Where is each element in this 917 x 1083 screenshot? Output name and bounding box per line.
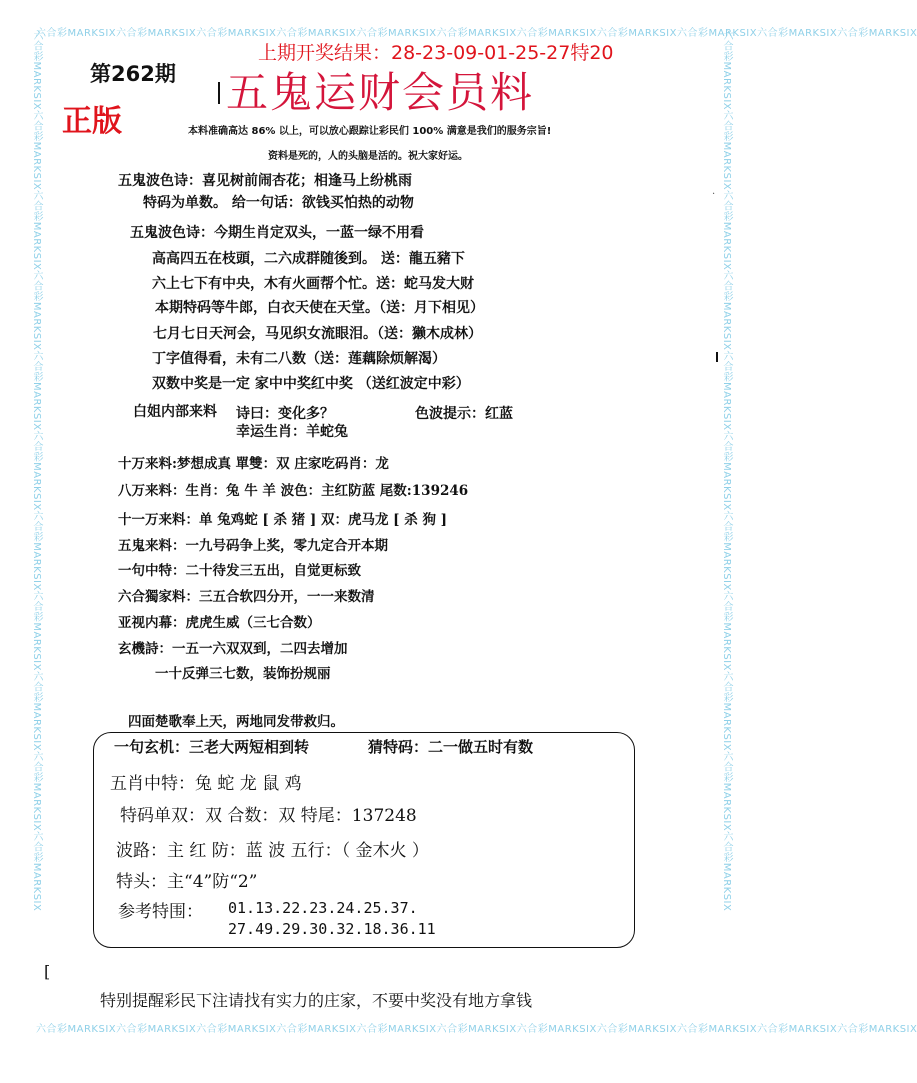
- panel-ref-line2: 27.49.29.30.32.18.36.11: [228, 920, 436, 938]
- footer-notice: 特别提醒彩民下注请找有实力的庄家，不要中奖没有地方拿钱: [100, 991, 533, 1010]
- poem2-line: 双数中奖是一定 家中中奖红中奖 （送红波定中彩）: [152, 376, 470, 392]
- lucky-zodiac: 幸运生肖：羊蛇兔: [236, 424, 348, 440]
- panel-bolu: 波路：主 红 防：蓝 波 五行：（ 金木火 ）: [116, 841, 429, 861]
- page-title: 五鬼运财会员料: [226, 68, 535, 117]
- poem2-line: 七月七日天河会，马见织女流眼泪。（送：獭木成林）: [153, 326, 482, 342]
- panel-ref-label: 参考特围：: [118, 902, 203, 922]
- source-line: 十一万来料：单 兔鸡蛇 [ 杀 猪 ] 双：虎马龙 [ 杀 狗 ]: [118, 512, 448, 528]
- poem2-line: 丁字值得看，未有二八数（送：莲藕除烦解渴）: [152, 351, 446, 367]
- poem1-line1: 五鬼波色诗：喜见树前闹杏花；相逢马上纷桃雨: [118, 173, 412, 189]
- panel-wuxiao: 五肖中特：兔 蛇 龙 鼠 鸡: [110, 774, 302, 794]
- bracket-mark: [: [44, 962, 51, 981]
- panel-guess: 猜特码：二一做五时有数: [368, 738, 534, 756]
- edge-mark: [716, 352, 718, 362]
- source-line: 亚视内幕：虎虎生威（三七合数）: [118, 615, 321, 631]
- internal-poem: 诗曰：变化多？: [236, 406, 334, 422]
- panel-danshuang: 特码单双：双 合数：双 特尾：137248: [120, 806, 417, 826]
- poem2-line: 高高四五在枝頭，二六成群随後到。 送：龍五豬下: [152, 251, 465, 267]
- watermark-left: 六合彩MARKSIX六合彩MARKSIX六合彩MARKSIX六合彩MARKSIX六合彩MARKSIX六合彩MARKSIX六合彩MARKSIX六合彩MARKSIX六合彩MARKSIX六合彩MARKSIX六合彩MARKSIX: [31, 30, 42, 912]
- panel-ref-line1: 01.13.22.23.24.25.37.: [228, 899, 418, 917]
- poem2-line: 六上七下有中央，木有火画帮个忙。送：蛇马发大财: [152, 276, 474, 292]
- intro-accuracy: 本料准确高达 86% 以上，可以放心跟踪让彩民们 100% 满意是我们的服务宗旨!: [188, 126, 552, 137]
- source-line: 八万来料：生肖：兔 牛 羊 波色：主红防蓝 尾数:139246: [118, 483, 469, 499]
- watermark-bottom: 六合彩MARKSIX六合彩MARKSIX六合彩MARKSIX六合彩MARKSIX六合彩MARKSIX六合彩MARKSIX六合彩MARKSIX六合彩MARKSIX六合彩MARKSIX六合彩MARKSIX六合彩MARKSIX: [36, 1024, 917, 1035]
- poem1-line2: 特码为单数。 给一句话：欲钱买怕热的动物: [143, 195, 414, 211]
- panel-tetou: 特头：主“4”防“2”: [116, 872, 258, 892]
- last-draw-result: 上期开奖结果：28-23-09-01-25-27特20: [258, 42, 614, 64]
- issue-number: 第262期: [90, 62, 176, 86]
- watermark-top: 六合彩MARKSIX六合彩MARKSIX六合彩MARKSIX六合彩MARKSIX六合彩MARKSIX六合彩MARKSIX六合彩MARKSIX六合彩MARKSIX六合彩MARKSIX六合彩MARKSIX六合彩MARKSIX: [36, 28, 917, 39]
- source-line: 玄機詩：一五一六双双到，二四去增加: [118, 641, 348, 657]
- intro-motto: 资料是死的，人的头脑是活的。祝大家好运。: [268, 151, 468, 162]
- panel-xuanji: 一句玄机：三老大两短相到转: [114, 738, 310, 756]
- source-line: 五鬼来料：一九号码争上奖，零九定合开本期: [118, 538, 388, 554]
- internal-source-label: 白姐内部来料: [133, 404, 217, 420]
- source-line: 一十反弹三七数，装饰扮规丽: [155, 666, 331, 682]
- saying: 四面楚歌奉上天，两地同发带救归。: [128, 714, 344, 730]
- source-line: 六合獨家料：三五合软四分开，一一来数清: [118, 589, 375, 605]
- poem2-title: 五鬼波色诗：今期生肖定双头，一蓝一绿不用看: [130, 225, 424, 241]
- title-divider: [218, 82, 220, 104]
- poem2-line: 本期特码等牛郎，白衣天使在天堂。（送：月下相见）: [155, 300, 484, 316]
- genuine-label: 正版: [62, 104, 122, 139]
- source-line: 十万来料:梦想成真 單雙：双 庄家吃码肖：龙: [118, 456, 389, 472]
- color-tip: 色波提示：红蓝: [415, 406, 513, 422]
- source-line: 一句中特：二十待发三五出，自觉更标致: [118, 563, 361, 579]
- stray-mark: .: [712, 186, 716, 197]
- watermark-right: 六合彩MARKSIX六合彩MARKSIX六合彩MARKSIX六合彩MARKSIX六合彩MARKSIX六合彩MARKSIX六合彩MARKSIX六合彩MARKSIX六合彩MARKSIX六合彩MARKSIX六合彩MARKSIX: [721, 30, 732, 912]
